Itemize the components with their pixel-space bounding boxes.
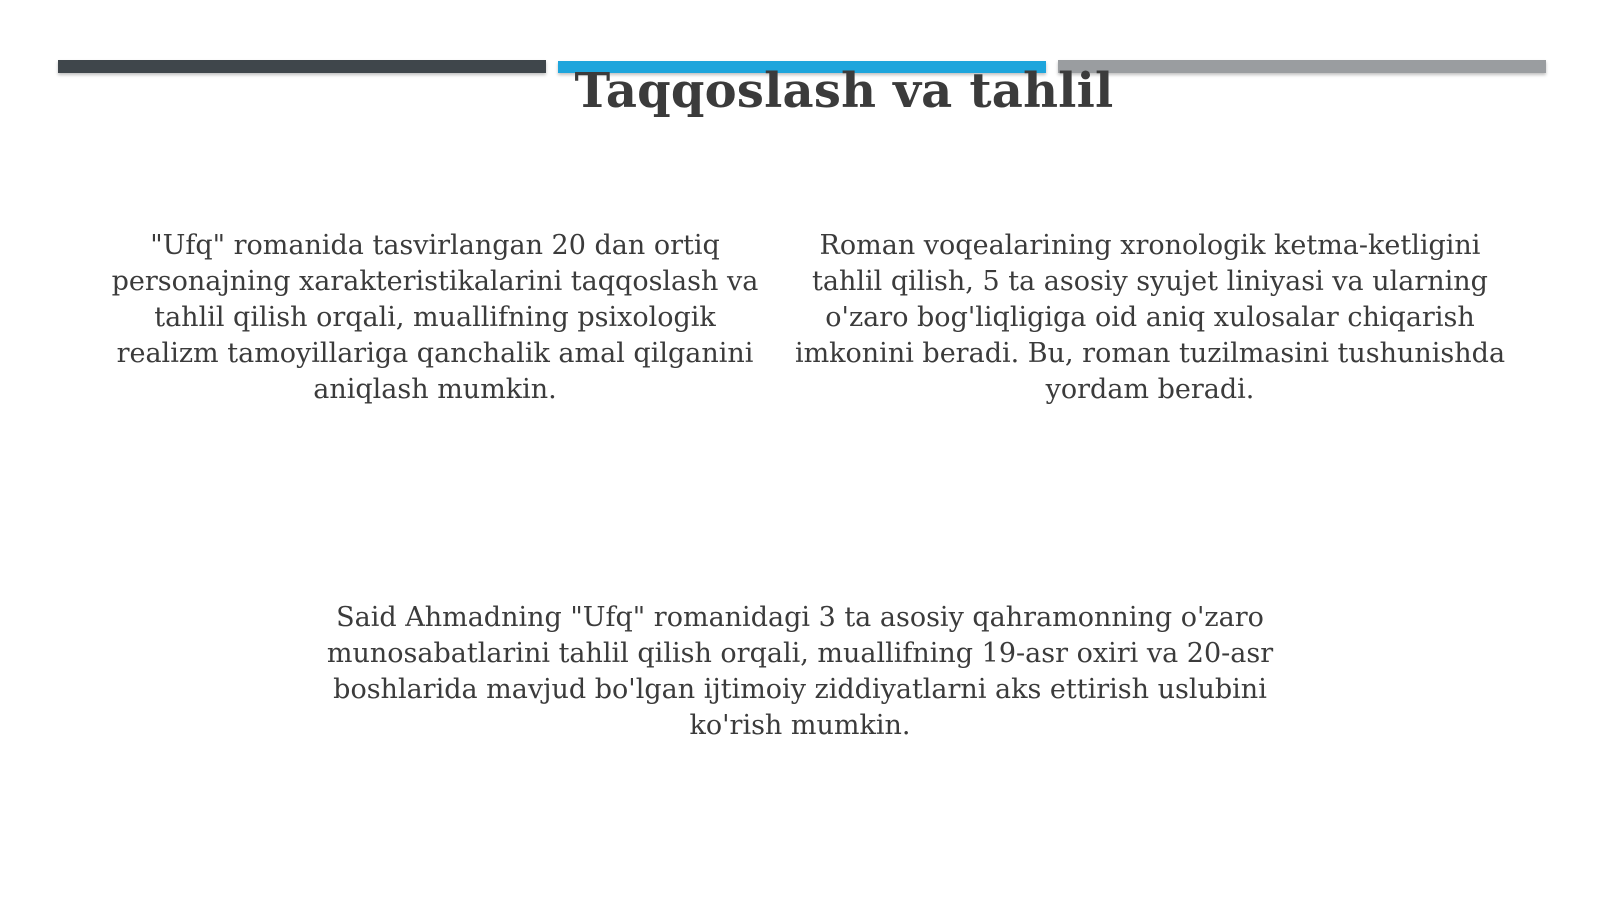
paragraph-chronology-analysis: Roman voqealarining xronologik ketma-ketligini tahlil qilish, 5 ta asosiy syujet liniyasi va ularning o'zaro bog'liqligiga oid aniq xulosalar chiqarish imkonini beradi. Bu, roman tuzilmasini tushunishda yordam beradi.: [794, 230, 1506, 405]
slide-title: Taqqoslash va tahlil: [574, 63, 1114, 119]
paragraph-characters-comparison: "Ufq" romanida tasvirlangan 20 dan ortiq personajning xarakteristikalarini taqqoslash va tahlil qilish orqali, muallifning psixologik realizm tamoyillariga qanchalik amal qilganini aniqlash mumkin.: [111, 230, 759, 405]
paragraph-social-conflicts: Said Ahmadning "Ufq" romanidagi 3 ta asosiy qahramonning o'zaro munosabatlarini tahlil qilish orqali, muallifning 19-asr oxiri va 20-asr boshlarida mavjud bo'lgan ijtimoiy ziddiyatlarni aks ettirish uslubini ko'rish mumkin.: [326, 602, 1274, 741]
